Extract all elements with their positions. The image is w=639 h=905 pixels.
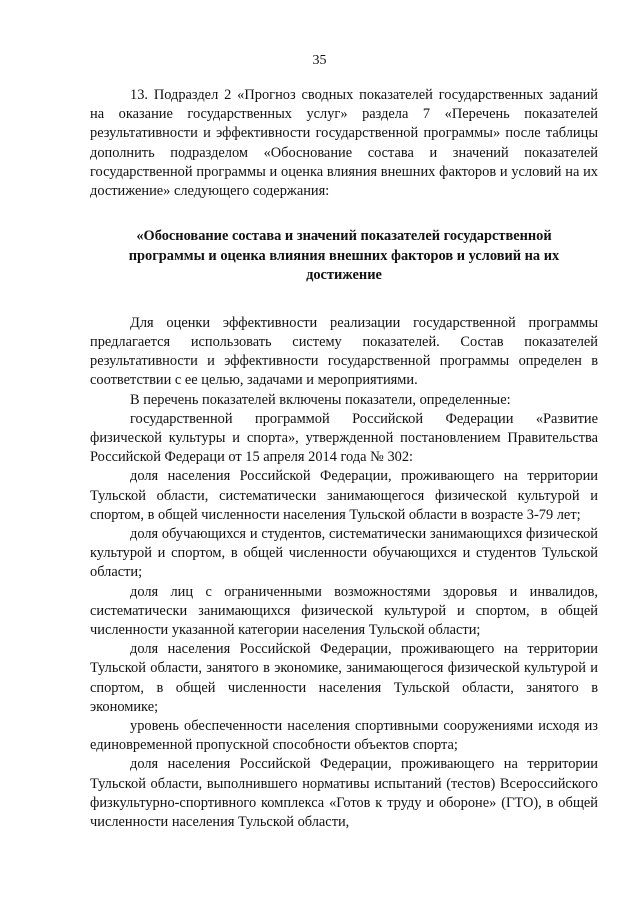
indicator-item: доля населения Российской Федерации, проживающего на территории Тульской области, занятого в экономике, занимающегося физической культурой и спортом, в общей численности населения Тульской области, занятого в экономике; xyxy=(90,641,598,715)
indicator-item: доля обучающихся и студентов, систематически занимающихся физической культурой и спортом, в общей численности обучающихся и студентов Тульской области; xyxy=(90,525,598,581)
indicator-item: уровень обеспеченности населения спортивными сооружениями исходя из единовременной пропускной способности объектов спорта; xyxy=(90,717,598,754)
body-paragraph: государственной программой Российской Федерации «Развитие физической культуры и спорта», утвержденной постановлением Правительства Российской Федераци от 15 апреля 2014 года № 302: xyxy=(90,410,598,466)
document-body xyxy=(90,86,598,832)
amendment-paragraph: 13. Подраздел 2 «Прогноз сводных показателей государственных заданий на оказание государственных услуг» раздела 7 «Перечень показателей результативности и эффективности государственной программы» после таблицы дополнить подразделом «Обоснование состава и значений показателей государственной программы и оценка влияния внешних факторов и условий на их достижение» следующего содержания: xyxy=(90,87,598,200)
indicator-item: доля населения Российской Федерации, проживающего на территории Тульской области, систематически занимающегося физической культурой и спортом, в общей численности населения Тульской области в возрасте 3-79 лет; xyxy=(90,468,598,523)
section-heading: «Обоснование состава и значений показателей государственной программы и оценка влияния внешних факторов и условий на их достижение xyxy=(128,228,560,284)
indicator-item: доля населения Российской Федерации, проживающего на территории Тульской области, выполнившего нормативы испытаний (тестов) Всероссийского физкультурно-спортивного комплекса «Готов к труду и обороне» (ГТО), в общей численности населения Тульской области, xyxy=(90,756,598,830)
page-number: 35 xyxy=(312,53,327,68)
body-paragraph: В перечень показателей включены показатели, определенные: xyxy=(130,391,511,408)
body-paragraph: Для оценки эффективности реализации государственной программы предлагается использовать систему показателей. Состав показателей результативности и эффективности государственной программы определен в соответствии с ее целью, задачами и мероприятиями. xyxy=(90,314,598,389)
indicator-item: доля лиц с ограниченными возможностями здоровья и инвалидов, систематически занимающихся физической культурой и спортом, в общей численности указанной категории населения Тульской области; xyxy=(90,583,598,638)
